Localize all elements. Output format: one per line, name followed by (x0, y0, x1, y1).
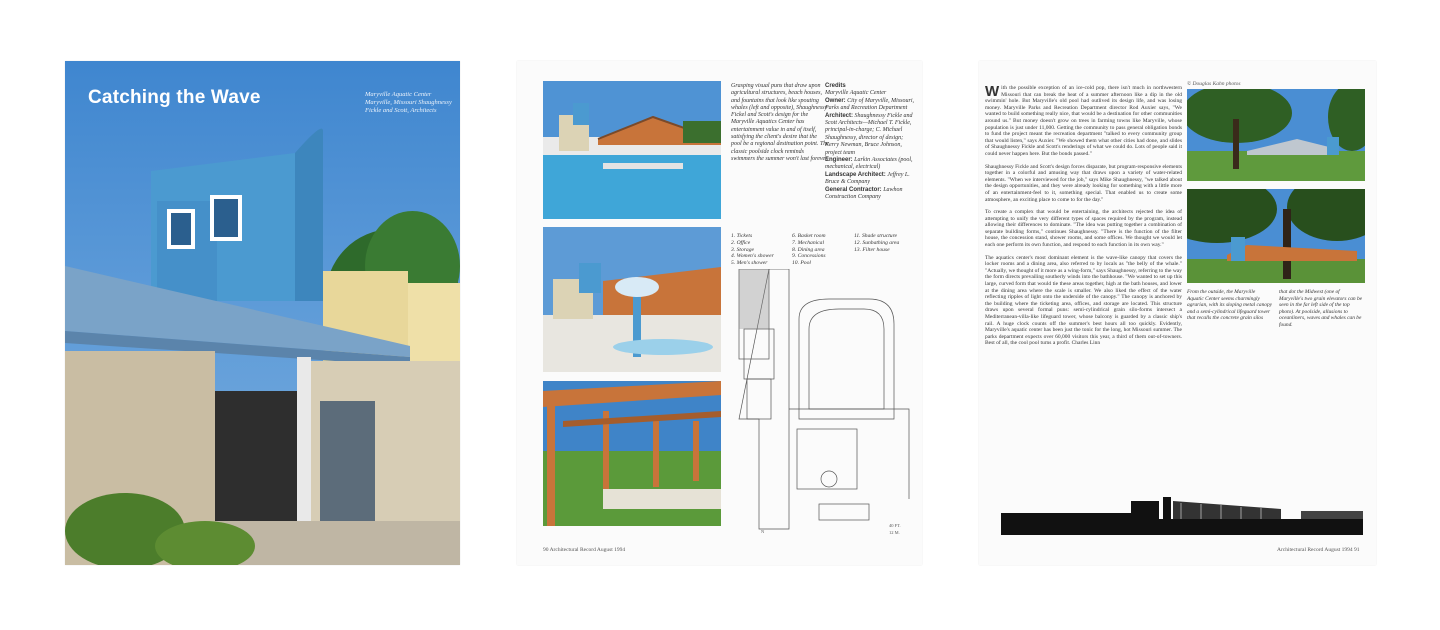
legend-item: 7. Mechanical (792, 239, 824, 246)
credits-contractor-label: General Contractor: (825, 186, 882, 193)
paragraph-text: ith the possible exception of an ice-cold pop, there isn't much in northwestern Missouri that can break the heat of a summer afternoon like a dip in the old swimmin' hole. But Maryville's old pool had outlived its design life, and was losing money. Maryville Parks and Recreation Department director Rod Auxier says, "We wanted to build something really nice, that would be a destination for other communities around us." But money doesn't grow on trees in farming towns like Maryville, whose population is just under 11,000. Getting the community to pass general obligation bonds to fund the project meant the recreation department "talked to every community group that would listen," says Auxier. "We showed them what other cities had done, and slides of Shaughnessy Fickle and Scott's renderings of what we could do. Lots of people said it could never happen here. But the bonds passed." (985, 85, 1182, 157)
article-subtitle: Maryville Aquatic Center Maryville, Missouri Shaughnessy Fickle and Scott, Architects (365, 91, 452, 114)
drop-cap: W (985, 83, 1000, 100)
legend-item: 9. Concessions (792, 253, 826, 260)
north-arrow-label: N (761, 529, 765, 534)
page-footer-left: 90 Architectural Record August 1994 (543, 547, 626, 553)
pool-photo (543, 81, 721, 219)
page-footer-right: Architectural Record August 1994 91 (1277, 547, 1360, 553)
legend-item: 13. Filter house (854, 246, 890, 253)
credits-engineer: Larkin Associates (pool, mechanical, electrical) (825, 157, 913, 171)
exterior-caption-left: From the outside, the Maryville Aquatic Center seems charmingly agrarian, with its sloping metal canopy and a semi-cylindrical lifeguard tower that recalls the concrete grain silos (1187, 289, 1273, 321)
credits-landscape-label: Landscape Architect: (825, 171, 886, 178)
scale-label-ft: 40 FT. (889, 523, 901, 528)
photo-caption: Grasping visual puns that draw upon agricultural structures, beach houses, and fountains that look like spouting whales (left and opposite), Shaughnessy Fickel and Scott's design for the Maryville Aquatics Center has entertainment value in and of itself, satisfying the client's desire that the pool be a regional destination point. The classic poolside clock reminds swimmers the summer won't last forever. (731, 83, 829, 162)
site-plan-drawing (729, 269, 919, 539)
credits-block (825, 83, 917, 202)
legend-item: 3. Storage (731, 246, 754, 253)
article-title: Catching the Wave (88, 87, 261, 108)
plan-legend-col-2 (792, 233, 852, 267)
section-drawing (1001, 497, 1363, 535)
legend-item: 11. Shade structure (854, 233, 898, 239)
legend-item: 10. Pool (792, 260, 811, 267)
plan-legend-col-1 (731, 233, 791, 267)
fountain-photo (543, 227, 721, 372)
spread-right-page (979, 61, 1376, 565)
scale-label-m: 12 M. (889, 530, 900, 535)
credits-architect-label: Architect: (825, 112, 854, 119)
exterior-photo-top (1187, 89, 1365, 181)
credits-heading: Credits (825, 83, 846, 89)
credits-owner-label: Owner: (825, 97, 846, 104)
legend-item: 8. Dining area (792, 246, 825, 253)
paragraph-2: Shaughnessy Fickle and Scott's design forces disparate, but program-responsive elements together in a colorful and amusing way that draws upon a variety of water-related elements. "When we interviewed for the job," says Mike Shaughnessy, "we talked about the design opportunities, and they were already looking for something with a little more of an entertainment-feel to it, something special. That enabled us to create some atmosphere, an exciting place to come to for the day." (985, 163, 1182, 203)
legend-item: 1. Tickets (731, 233, 753, 239)
plan-legend-col-3 (854, 233, 920, 253)
shade-structure-photo (543, 381, 721, 526)
paragraph-3: To create a complex that would be entertaining, the architects rejected the idea of attempting to unify the very different types of spaces required by the program, instead allowing their differences to dominate. "The idea was putting together a combination of separate building forms," continues Shaughnessy. "There is the function of the filter house, the concession stand, shower rooms, and some offices. We thought we would let each one perform its own function, and respond to each function in its own way." (985, 209, 1182, 249)
credits-landscape: Jeffrey L. Bruce & Company (825, 171, 910, 186)
cover-photo-building (65, 61, 460, 565)
spread-left-page (517, 61, 922, 565)
exterior-photo-bottom (1187, 189, 1365, 283)
legend-item: 4. Women's shower (731, 253, 774, 260)
credits-owner: City of Maryville, Missouri, Parks and Recreation Department (825, 97, 914, 112)
article-body (985, 85, 1182, 353)
credits-contractor: Lawhon Construction Company (825, 186, 903, 201)
paragraph-4: The aquatics center's most dominant element is the wave-like canopy that covers the locker rooms and a dining area, also referred to by locals as "the belly of the whale." "Actually, we thought of it more as a wing-form," says Shaughnessy, referring to the way the form directs prevailing southerly winds into the bathhouse. "We wanted to set up this large, curved form that would tie these areas together, high at the bath houses, and lower at the dining area where the scale is smaller. We also liked the effect of the water reflecting ripples of light onto the underside of the canopy." The canopy is anchored by the building where the ticketing area, offices, and storage are located. This structure draws upon several formal puns: semi-cylindrical grain silo-forms intersect a Mediterranean-villa-like lifeguard tower, whose balcony is guarded by a classic ship's rail. A huge clock counts off the summer's best hours all too quickly. Evidently, Maryville's aquatic center has been just the tonic for the long, hot Missouri summer. The parks department expects over 60,000 visitors this year, a third of them out-of-towners. Best of all, the cool pool turns a profit. Charles Linn (985, 254, 1182, 347)
photo-credit: © Douglas Kahn photos (1187, 81, 1241, 87)
credits-engineer-label: Engineer: (825, 157, 853, 164)
credits-project: Maryville Aquatic Center (825, 90, 887, 97)
exterior-caption-right: that dot the Midwest (one of Maryville's two grain elevators can be seen in the far left side of the top photo). At poolside, allusions to oceanliners, waves and whales can be found. (1279, 289, 1363, 328)
legend-item: 12. Sunbathing area (854, 239, 900, 246)
cover-page (65, 61, 460, 565)
paragraph-1 (985, 85, 1182, 158)
legend-item: 6. Basket room (792, 233, 826, 239)
credits-architect: Shaughnessy Fickle and Scott Architects—Michael T. Fickle, principal-in-charge; C. Michael Shaughnessy, director of design; Kerry Newman, Bruce Johnson, project team (825, 112, 913, 156)
legend-item: 2. Office (731, 239, 751, 246)
legend-item: 5. Men's shower (731, 260, 768, 267)
